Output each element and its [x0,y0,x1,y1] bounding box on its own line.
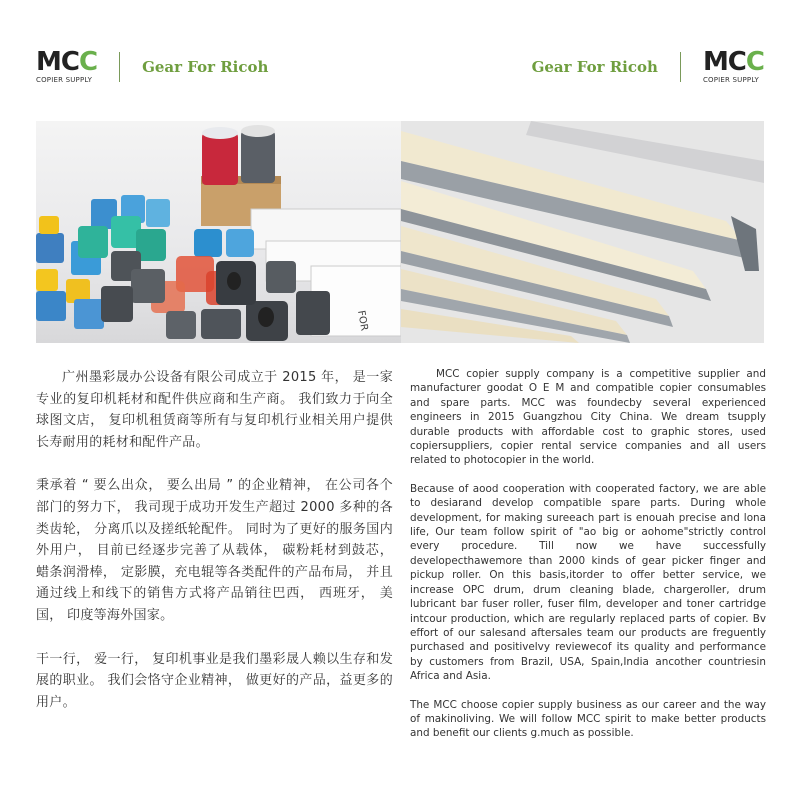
box-label: FOR [355,309,370,332]
logo-subtitle: COPIER SUPPLY [36,76,93,84]
mcc-logo [36,49,97,85]
chinese-paragraph: 秉承着 “ 要么出众， 要么出局 ” 的企业精神， 在公司各个部门的努力下， 我司现于成功开发生产超过 2000 多种的各类齿轮， 分离爪以及搓纸轮配件。 同时为了更好的服务国内外用户， 目前已经逐步完善了从载体， 碳粉耗材到鼓芯， 蜡条润滑棒， 定影膜，充电辊等各类配件的产品布局， 并且通过线上和线下的销售方式将产品销往巴西， 西班牙， 美国， 印度等海外国家。 [36,478,393,623]
header-divider [119,52,120,82]
english-text-column [410,367,766,755]
chinese-paragraph: 干一行， 爱一行， 复印机事业是我们墨彩晟人赖以生存和发展的职业。 我们会恪守企业精神， 做更好的产品，益更多的用户。 [36,651,393,710]
header-tagline: Gear For Ricoh [531,58,658,76]
english-paragraph: MCC copier supply company is a competitive supplier and manufacturer goodat O E M and compatible copier consumables and spare parts. MCC was foundecby several experienced engineers in 2015 Guangzhou City China. We dream tsupply durable products with affordable cost to graphic stores, used copiersuppliers, copier rental service companies and all users related to photocopier in the world. [410,368,766,467]
mcc-logo [703,49,764,85]
header-left [36,44,268,90]
english-paragraph: Because of aood cooperation with cooperated factory, we are able to desiarand develop compatible spare parts. During whole development, for making sureeach part is enouah precise and lona life, Our team follow spirit of "ao big or aohome"strictly control every procedure. Till now we have successfully developecthawemore than 2000 kinds of gear picker finger and pickup roller. On this basis,itorder to offer better service, we increase OPC drum, drum cleaning blade, chargeroller, drum lubricant bar fuser roller, fuser film, developer and toner cartridge intcour production, which are regularly replaced parts of copier. Bv effort of our salesand aftersales team our products are freguently purchased and positivelvy reviewecof its quality and performance by customers from Brazil, USA, Spain,India ancother countriesin Africa and Asia. [410,482,766,683]
logo-subtitle: COPIER SUPPLY [702,76,759,84]
chinese-text-column [36,367,393,735]
english-paragraph: The MCC choose copier supply business as our career and the way of makinoliving. We will follow MCC spirit to make better products and benefit our clients g.much as possible. [410,698,766,740]
cleaning-blades-photo [401,121,764,343]
header-divider [680,52,681,82]
rollers-gears-photo [36,121,401,343]
chinese-paragraph: 广州墨彩晟办公设备有限公司成立于 2015 年， 是一家专业的复印机耗材和配件供应商和生产商。 我们致力于向全球图文店， 复印机租赁商等所有与复印机行业相关用户提供长寿耐用的耗材和配件产品。 [36,370,393,450]
header-right [532,44,764,90]
logo-wordmark: MCC [36,47,98,77]
logo-wordmark: MCC [702,47,764,77]
header-tagline: Gear For Ricoh [142,58,269,76]
